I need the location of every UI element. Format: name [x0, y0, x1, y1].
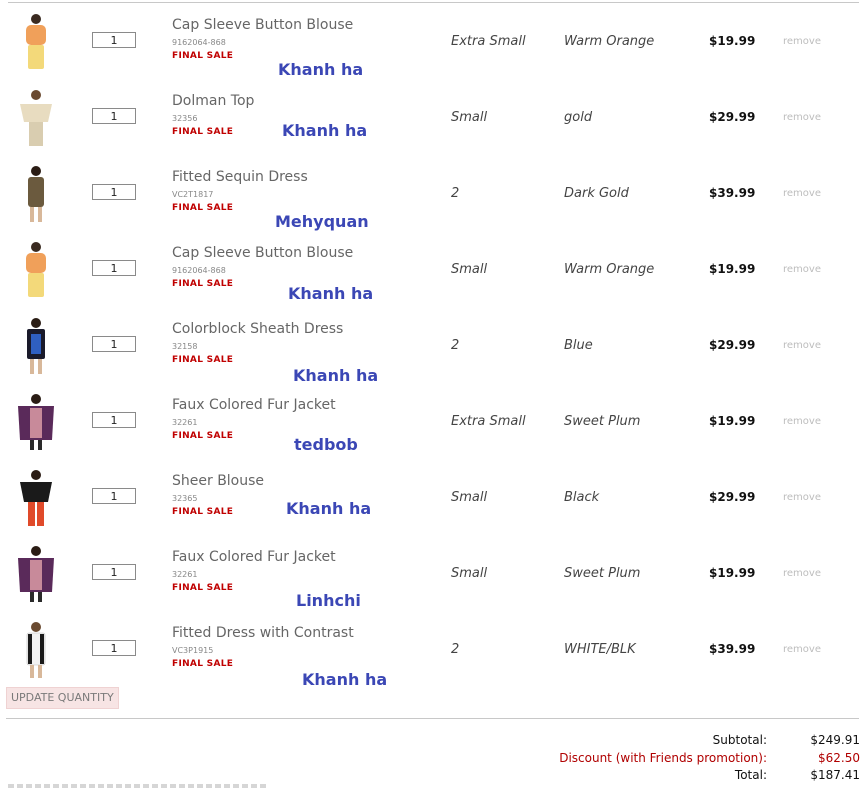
remove-link[interactable]: remove [783, 568, 821, 579]
annotation-name: Khanh ha [278, 60, 364, 79]
quantity-input[interactable] [92, 108, 136, 124]
quantity-input[interactable] [92, 260, 136, 276]
remove-link[interactable]: remove [783, 188, 821, 199]
quantity-input[interactable] [92, 488, 136, 504]
color-value: Warm Orange [564, 34, 655, 49]
size-value: Extra Small [451, 414, 526, 429]
price-value: $39.99 [709, 186, 756, 200]
quantity-input[interactable] [92, 184, 136, 200]
product-thumbnail[interactable] [14, 314, 58, 376]
cart-row [0, 79, 865, 155]
quantity-input[interactable] [92, 32, 136, 48]
cart-row [0, 231, 865, 307]
product-thumbnail[interactable] [14, 10, 58, 72]
final-sale-label: FINAL SALE [172, 431, 234, 441]
color-value: WHITE/BLK [564, 642, 636, 657]
annotation-name: Khanh ha [282, 121, 368, 140]
annotation-name: tedbob [294, 435, 358, 454]
quantity-input[interactable] [92, 640, 136, 656]
price-value: $19.99 [709, 566, 756, 580]
annotation-name: Linhchi [296, 591, 361, 610]
cart-row [0, 307, 865, 383]
discount-value: $62.50 [818, 751, 860, 765]
annotation-name: Khanh ha [302, 670, 388, 689]
update-quantity-button[interactable]: UPDATE QUANTITY [6, 687, 119, 709]
price-value: $19.99 [709, 414, 756, 428]
product-name[interactable]: Fitted Sequin Dress [172, 169, 308, 185]
annotation-name: Khanh ha [293, 366, 379, 385]
cart-items-list [0, 3, 865, 687]
size-value: 2 [451, 642, 460, 657]
remove-link[interactable]: remove [783, 492, 821, 503]
size-value: 2 [451, 338, 460, 353]
product-name[interactable]: Cap Sleeve Button Blouse [172, 17, 354, 33]
quantity-input[interactable] [92, 412, 136, 428]
size-value: Small [451, 110, 488, 125]
product-name[interactable]: Fitted Dress with Contrast [172, 625, 354, 641]
cropped-text-fragment [8, 784, 268, 788]
subtotal-value: $249.91 [810, 733, 860, 747]
product-sku: 32261 [172, 418, 198, 427]
remove-link[interactable]: remove [783, 36, 821, 47]
size-value: 2 [451, 186, 460, 201]
price-value: $39.99 [709, 642, 756, 656]
final-sale-label: FINAL SALE [172, 355, 234, 365]
product-thumbnail[interactable] [14, 542, 58, 604]
annotation-name: Khanh ha [286, 499, 372, 518]
final-sale-label: FINAL SALE [172, 279, 234, 289]
product-thumbnail[interactable] [14, 238, 58, 300]
price-value: $19.99 [709, 34, 756, 48]
cart-row [0, 611, 865, 687]
total-value: $187.41 [810, 768, 860, 782]
size-value: Small [451, 566, 488, 581]
product-thumbnail[interactable] [14, 390, 58, 452]
product-name[interactable]: Dolman Top [172, 93, 255, 109]
remove-link[interactable]: remove [783, 112, 821, 123]
price-value: $19.99 [709, 262, 756, 276]
quantity-input[interactable] [92, 336, 136, 352]
product-name[interactable]: Colorblock Sheath Dress [172, 321, 344, 337]
product-thumbnail[interactable] [14, 162, 58, 224]
annotation-name: Mehyquan [275, 212, 369, 231]
color-value: Warm Orange [564, 262, 655, 277]
total-label: Total: [734, 768, 767, 782]
final-sale-label: FINAL SALE [172, 507, 234, 517]
color-value: Sweet Plum [564, 414, 641, 429]
size-value: Small [451, 262, 488, 277]
color-value: Black [564, 490, 600, 505]
color-value: gold [564, 110, 593, 125]
discount-label: Discount (with Friends promotion): [559, 751, 767, 765]
product-sku: 32158 [172, 342, 198, 351]
cart-row [0, 535, 865, 611]
product-sku: 9162064-868 [172, 266, 226, 275]
product-sku: 32261 [172, 570, 198, 579]
final-sale-label: FINAL SALE [172, 203, 234, 213]
summary-divider [6, 718, 859, 719]
cart-row [0, 3, 865, 79]
cart-row [0, 383, 865, 459]
annotation-name: Khanh ha [288, 284, 374, 303]
product-thumbnail[interactable] [14, 466, 58, 528]
product-thumbnail[interactable] [14, 618, 58, 680]
product-name[interactable]: Faux Colored Fur Jacket [172, 549, 336, 565]
price-value: $29.99 [709, 110, 756, 124]
product-name[interactable]: Sheer Blouse [172, 473, 265, 489]
remove-link[interactable]: remove [783, 264, 821, 275]
remove-link[interactable]: remove [783, 340, 821, 351]
size-value: Small [451, 490, 488, 505]
final-sale-label: FINAL SALE [172, 127, 234, 137]
product-name[interactable]: Faux Colored Fur Jacket [172, 397, 336, 413]
subtotal-label: Subtotal: [712, 733, 767, 747]
quantity-input[interactable] [92, 564, 136, 580]
product-name[interactable]: Cap Sleeve Button Blouse [172, 245, 354, 261]
color-value: Sweet Plum [564, 566, 641, 581]
cart-row [0, 155, 865, 231]
price-value: $29.99 [709, 490, 756, 504]
size-value: Extra Small [451, 34, 526, 49]
color-value: Blue [564, 338, 593, 353]
product-sku: VC3P1915 [172, 646, 214, 655]
product-sku: VC2T1817 [172, 190, 214, 199]
final-sale-label: FINAL SALE [172, 659, 234, 669]
remove-link[interactable]: remove [783, 416, 821, 427]
final-sale-label: FINAL SALE [172, 583, 234, 593]
color-value: Dark Gold [564, 186, 629, 201]
product-sku: 32356 [172, 114, 198, 123]
product-thumbnail[interactable] [14, 86, 58, 148]
cart-row [0, 459, 865, 535]
final-sale-label: FINAL SALE [172, 51, 234, 61]
product-sku: 32365 [172, 494, 198, 503]
product-sku: 9162064-868 [172, 38, 226, 47]
remove-link[interactable]: remove [783, 644, 821, 655]
price-value: $29.99 [709, 338, 756, 352]
